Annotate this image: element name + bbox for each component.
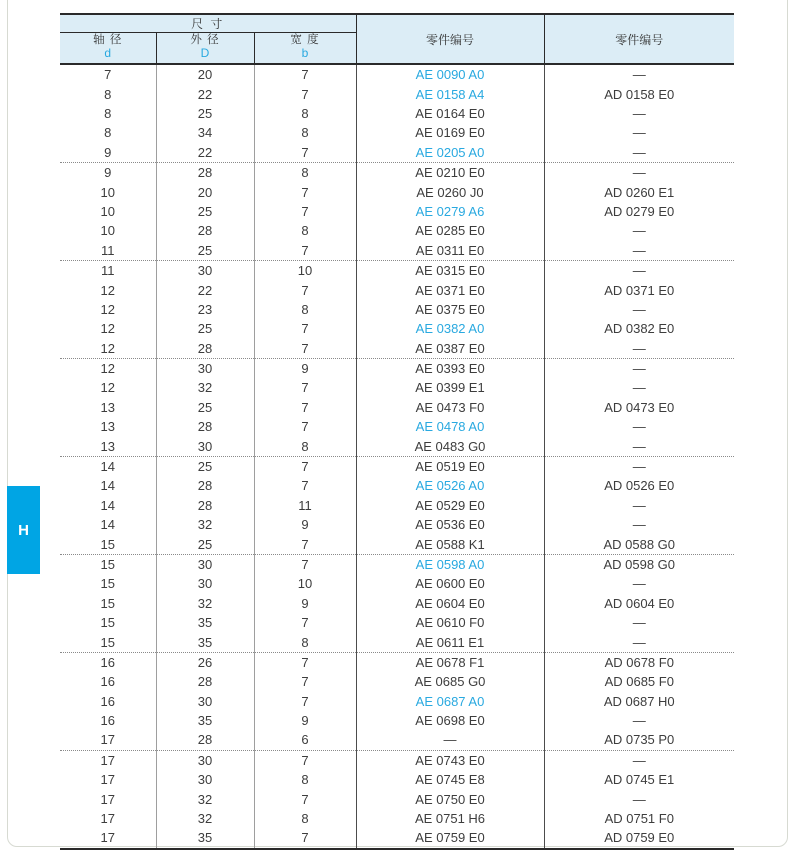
part-number-alt-cell: AD 0685 F0: [544, 672, 734, 691]
outer-diameter-cell: 25: [156, 534, 254, 554]
width-cell: 7: [254, 789, 356, 808]
shaft-diameter-cell: 8: [104, 125, 112, 141]
header-part-number-2: 零件编号: [544, 14, 734, 64]
part-number-cell: AE 0536 E0: [356, 515, 544, 534]
part-number-cell: AE 0285 E0: [356, 221, 544, 240]
table-row: [60, 338, 734, 358]
table-row: [60, 632, 734, 652]
part-number-cell: AE 0519 E0: [356, 456, 544, 476]
shaft-diameter-cell: 16: [100, 674, 115, 690]
outer-diameter-cell: 25: [156, 241, 254, 261]
width-cell: 7: [254, 84, 356, 103]
outer-diameter-cell: 22: [156, 84, 254, 103]
width-cell: 7: [254, 319, 356, 338]
part-number-cell: AE 0210 E0: [356, 162, 544, 182]
width-cell: 7: [254, 241, 356, 261]
table-row: [60, 319, 734, 338]
outer-diameter-cell: 30: [156, 260, 254, 280]
shaft-diameter-cell: 17: [60, 730, 156, 750]
outer-diameter-cell: 26: [156, 652, 254, 672]
shaft-diameter-cell: 15: [60, 534, 156, 554]
part-number-cell: AE 0387 E0: [356, 338, 544, 358]
table-header: [60, 14, 734, 64]
shaft-diameter-cell: 17: [100, 791, 115, 807]
part-number-cell[interactable]: AE 0526 A0: [356, 476, 544, 495]
width-cell: 9: [254, 711, 356, 730]
part-number-cell: AE 0604 E0: [356, 594, 544, 613]
section-tab-h[interactable]: [7, 486, 40, 574]
part-number-alt-cell: AD 0473 E0: [544, 398, 734, 417]
part-number-alt-cell: AD 0526 E0: [544, 476, 734, 495]
width-cell: 7: [254, 338, 356, 358]
part-number-alt-cell: —: [544, 574, 734, 593]
outer-diameter-cell: 28: [156, 672, 254, 691]
shaft-diameter-cell: 9: [60, 143, 156, 163]
parts-spec-table: [60, 13, 734, 850]
table-row: [60, 300, 734, 319]
part-number-cell: AE 0393 E0: [356, 358, 544, 378]
part-number-alt-cell: AD 0735 P0: [544, 730, 734, 750]
part-number-cell[interactable]: AE 0478 A0: [356, 417, 544, 436]
shaft-diameter-cell: 11: [60, 241, 156, 261]
part-number-cell: AE 0483 G0: [356, 436, 544, 456]
width-cell: 7: [254, 828, 356, 848]
part-number-cell: AE 0745 E8: [356, 770, 544, 789]
width-cell: 7: [254, 672, 356, 691]
part-number-cell: AE 0743 E0: [356, 750, 544, 770]
table-row: [60, 554, 734, 574]
outer-diameter-cell: 30: [156, 554, 254, 574]
part-number-alt-cell: AD 0588 G0: [544, 534, 734, 554]
header-shaft-diameter: [60, 33, 156, 65]
shaft-diameter-cell: 14: [100, 478, 115, 494]
outer-diameter-cell: 25: [156, 319, 254, 338]
part-number-cell: —: [356, 730, 544, 750]
part-number-cell: AE 0260 J0: [356, 182, 544, 201]
outer-diameter-cell: 30: [156, 692, 254, 711]
table-body: [60, 64, 734, 849]
shaft-diameter-cell: 15: [100, 556, 115, 572]
outer-diameter-cell: 28: [156, 417, 254, 436]
shaft-diameter-cell: 12: [100, 321, 115, 337]
section-tab-label: H: [18, 521, 29, 539]
shaft-diameter-cell: 12: [100, 301, 115, 317]
part-number-alt-cell: AD 0382 E0: [544, 319, 734, 338]
shaft-diameter-cell: 17: [100, 811, 115, 827]
part-number-cell: AE 0169 E0: [356, 123, 544, 142]
width-cell: 7: [254, 202, 356, 221]
part-number-alt-cell: AD 0371 E0: [544, 280, 734, 299]
outer-diameter-cell: 32: [156, 809, 254, 828]
part-number-alt-cell: —: [544, 417, 734, 436]
table-row: [60, 436, 734, 456]
header-width-symbol: b: [301, 46, 309, 61]
width-cell: 8: [254, 436, 356, 456]
part-number-alt-cell: AD 0687 H0: [544, 692, 734, 711]
part-number-alt-cell: —: [544, 64, 734, 84]
part-number-alt-cell: —: [544, 750, 734, 770]
table-row: [60, 358, 734, 378]
width-cell: 9: [254, 594, 356, 613]
part-number-cell: AE 0750 E0: [356, 789, 544, 808]
width-cell: 10: [254, 574, 356, 593]
outer-diameter-cell: 32: [156, 789, 254, 808]
part-number-alt-cell: —: [544, 221, 734, 240]
table-row: [60, 652, 734, 672]
table-row: [60, 221, 734, 240]
width-cell: 8: [254, 770, 356, 789]
part-number-cell: AE 0311 E0: [356, 241, 544, 261]
table-row: [60, 692, 734, 711]
width-cell: 7: [254, 456, 356, 476]
header-outer-diameter-label: 外 径: [190, 34, 220, 46]
width-cell: 7: [254, 143, 356, 163]
part-number-cell[interactable]: AE 0382 A0: [356, 319, 544, 338]
shaft-diameter-cell: 9: [104, 165, 112, 181]
outer-diameter-cell: 25: [156, 104, 254, 123]
part-number-alt-cell: —: [544, 123, 734, 142]
part-number-alt-cell: —: [544, 515, 734, 534]
table-row: [60, 162, 734, 182]
outer-diameter-cell: 30: [156, 358, 254, 378]
table-row: [60, 534, 734, 554]
outer-diameter-cell: 32: [156, 378, 254, 397]
table-row: [60, 496, 734, 515]
shaft-diameter-cell: 8: [104, 86, 112, 102]
part-number-alt-cell: —: [544, 338, 734, 358]
part-number-cell: AE 0399 E1: [356, 378, 544, 397]
width-cell: 7: [254, 64, 356, 84]
part-number-alt-cell: —: [544, 143, 734, 163]
part-number-alt-cell: —: [544, 496, 734, 515]
outer-diameter-cell: 30: [156, 750, 254, 770]
table-row: [60, 280, 734, 299]
part-number-cell: AE 0759 E0: [356, 828, 544, 848]
width-cell: 8: [254, 809, 356, 828]
shaft-diameter-cell: 12: [100, 361, 115, 377]
part-number-cell[interactable]: AE 0205 A0: [356, 143, 544, 163]
part-number-cell: AE 0698 E0: [356, 711, 544, 730]
table-row: [60, 182, 734, 201]
shaft-diameter-cell: 15: [100, 615, 115, 631]
width-cell: 7: [254, 692, 356, 711]
width-cell: 8: [254, 104, 356, 123]
part-number-alt-cell: —: [544, 300, 734, 319]
shaft-diameter-cell: 13: [100, 419, 115, 435]
part-number-cell: AE 0529 E0: [356, 496, 544, 515]
table-row: [60, 260, 734, 280]
shaft-diameter-cell: 14: [100, 517, 115, 533]
outer-diameter-cell: 28: [156, 162, 254, 182]
table-row: [60, 64, 734, 84]
table-row: [60, 672, 734, 691]
width-cell: 7: [254, 417, 356, 436]
outer-diameter-cell: 20: [156, 64, 254, 84]
header-shaft-diameter-symbol: d: [104, 46, 112, 61]
shaft-diameter-cell: 17: [100, 752, 115, 768]
part-number-alt-cell: —: [544, 632, 734, 652]
part-number-alt-cell: —: [544, 162, 734, 182]
shaft-diameter-cell: 17: [100, 772, 115, 788]
shaft-diameter-cell: 14: [100, 459, 115, 475]
part-number-cell: AE 0371 E0: [356, 280, 544, 299]
table-row: [60, 613, 734, 632]
outer-diameter-cell: 30: [156, 436, 254, 456]
part-number-cell: AE 0588 K1: [356, 534, 544, 554]
table-row: [60, 476, 734, 495]
outer-diameter-cell: 28: [156, 221, 254, 240]
outer-diameter-cell: 22: [156, 143, 254, 163]
header-shaft-diameter-label: 轴 径: [93, 34, 123, 46]
part-number-alt-cell: —: [544, 789, 734, 808]
width-cell: 7: [254, 613, 356, 632]
table-row: [60, 594, 734, 613]
shaft-diameter-cell: 11: [101, 263, 115, 279]
width-cell: 7: [254, 378, 356, 397]
width-cell: 8: [254, 300, 356, 319]
table-row: [60, 104, 734, 123]
table-row: [60, 417, 734, 436]
outer-diameter-cell: 30: [156, 770, 254, 789]
width-cell: 7: [254, 476, 356, 495]
part-number-alt-cell: AD 0759 E0: [544, 828, 734, 848]
shaft-diameter-cell: 12: [100, 380, 115, 396]
outer-diameter-cell: 30: [156, 574, 254, 593]
part-number-cell: AE 0473 F0: [356, 398, 544, 417]
shaft-diameter-cell: 15: [100, 595, 115, 611]
width-cell: 8: [254, 162, 356, 182]
table-row: [60, 750, 734, 770]
table-row: [60, 828, 734, 848]
outer-diameter-cell: 28: [156, 476, 254, 495]
part-number-alt-cell: —: [544, 711, 734, 730]
shaft-diameter-cell: 8: [104, 105, 112, 121]
part-number-cell: AE 0685 G0: [356, 672, 544, 691]
part-number-alt-cell: —: [544, 260, 734, 280]
outer-diameter-cell: 32: [156, 515, 254, 534]
part-number-alt-cell: —: [544, 436, 734, 456]
table-row: [60, 711, 734, 730]
outer-diameter-cell: 23: [156, 300, 254, 319]
table-row: [60, 730, 734, 750]
part-number-cell: AE 0610 F0: [356, 613, 544, 632]
outer-diameter-cell: 25: [156, 456, 254, 476]
width-cell: 7: [254, 534, 356, 554]
table-row: [60, 809, 734, 828]
shaft-diameter-cell: 13: [100, 399, 115, 415]
outer-diameter-cell: 35: [156, 711, 254, 730]
table-row: [60, 515, 734, 534]
outer-diameter-cell: 35: [156, 632, 254, 652]
width-cell: 7: [254, 750, 356, 770]
outer-diameter-cell: 28: [156, 730, 254, 750]
header-outer-diameter-symbol: D: [200, 46, 210, 61]
shaft-diameter-cell: 13: [60, 436, 156, 456]
table-row: [60, 123, 734, 142]
header-outer-diameter: [156, 33, 254, 65]
table-row: [60, 574, 734, 593]
width-cell: 6: [254, 730, 356, 750]
table-row: [60, 84, 734, 103]
part-number-cell: AE 0751 H6: [356, 809, 544, 828]
part-number-alt-cell: AD 0751 F0: [544, 809, 734, 828]
shaft-diameter-cell: 15: [100, 576, 115, 592]
part-number-alt-cell: AD 0598 G0: [544, 554, 734, 574]
part-number-alt-cell: AD 0604 E0: [544, 594, 734, 613]
outer-diameter-cell: 20: [156, 182, 254, 201]
part-number-alt-cell: AD 0279 E0: [544, 202, 734, 221]
part-number-alt-cell: —: [544, 358, 734, 378]
width-cell: 7: [254, 398, 356, 417]
outer-diameter-cell: 28: [156, 496, 254, 515]
table-row: [60, 378, 734, 397]
header-size-group: 尺 寸: [60, 14, 356, 33]
part-number-alt-cell: —: [544, 613, 734, 632]
header-part-number-1: 零件编号: [356, 14, 544, 64]
width-cell: 7: [254, 280, 356, 299]
table-row: [60, 143, 734, 163]
outer-diameter-cell: 28: [156, 338, 254, 358]
width-cell: 8: [254, 123, 356, 142]
part-number-alt-cell: AD 0678 F0: [544, 652, 734, 672]
table-row: [60, 789, 734, 808]
part-number-alt-cell: AD 0260 E1: [544, 182, 734, 201]
shaft-diameter-cell: 10: [100, 184, 115, 200]
part-number-cell: AE 0375 E0: [356, 300, 544, 319]
header-width: [254, 33, 356, 65]
part-number-cell[interactable]: AE 0158 A4: [356, 84, 544, 103]
outer-diameter-cell: 32: [156, 594, 254, 613]
part-number-cell: AE 0600 E0: [356, 574, 544, 593]
part-number-cell[interactable]: AE 0687 A0: [356, 692, 544, 711]
outer-diameter-cell: 35: [156, 828, 254, 848]
part-number-cell: AE 0611 E1: [356, 632, 544, 652]
table-row: [60, 202, 734, 221]
part-number-alt-cell: —: [544, 456, 734, 476]
outer-diameter-cell: 25: [156, 202, 254, 221]
shaft-diameter-cell: 16: [100, 693, 115, 709]
shaft-diameter-cell: 15: [60, 632, 156, 652]
shaft-diameter-cell: 10: [100, 223, 115, 239]
width-cell: 9: [254, 358, 356, 378]
outer-diameter-cell: 34: [156, 123, 254, 142]
table-row: [60, 241, 734, 261]
shaft-diameter-cell: 7: [104, 67, 112, 83]
width-cell: 7: [254, 652, 356, 672]
part-number-cell[interactable]: AE 0279 A6: [356, 202, 544, 221]
width-cell: 8: [254, 221, 356, 240]
part-number-cell: AE 0164 E0: [356, 104, 544, 123]
width-cell: 8: [254, 632, 356, 652]
part-number-alt-cell: —: [544, 104, 734, 123]
part-number-cell: AE 0678 F1: [356, 652, 544, 672]
table-row: [60, 398, 734, 417]
width-cell: 7: [254, 554, 356, 574]
table-row: [60, 456, 734, 476]
outer-diameter-cell: 22: [156, 280, 254, 299]
shaft-diameter-cell: 16: [100, 713, 115, 729]
part-number-alt-cell: —: [544, 378, 734, 397]
header-width-label: 宽 度: [290, 34, 320, 46]
shaft-diameter-cell: 12: [100, 282, 115, 298]
outer-diameter-cell: 35: [156, 613, 254, 632]
width-cell: 7: [254, 182, 356, 201]
shaft-diameter-cell: 10: [100, 203, 115, 219]
part-number-cell[interactable]: AE 0090 A0: [356, 64, 544, 84]
shaft-diameter-cell: 14: [100, 497, 115, 513]
table-row: [60, 770, 734, 789]
part-number-cell: AE 0315 E0: [356, 260, 544, 280]
width-cell: 9: [254, 515, 356, 534]
width-cell: 11: [254, 496, 356, 515]
width-cell: 10: [254, 260, 356, 280]
outer-diameter-cell: 25: [156, 398, 254, 417]
shaft-diameter-cell: 17: [100, 830, 115, 846]
shaft-diameter-cell: 16: [100, 654, 115, 670]
part-number-alt-cell: AD 0745 E1: [544, 770, 734, 789]
part-number-alt-cell: —: [544, 241, 734, 261]
shaft-diameter-cell: 12: [60, 338, 156, 358]
part-number-alt-cell: AD 0158 E0: [544, 84, 734, 103]
part-number-cell[interactable]: AE 0598 A0: [356, 554, 544, 574]
